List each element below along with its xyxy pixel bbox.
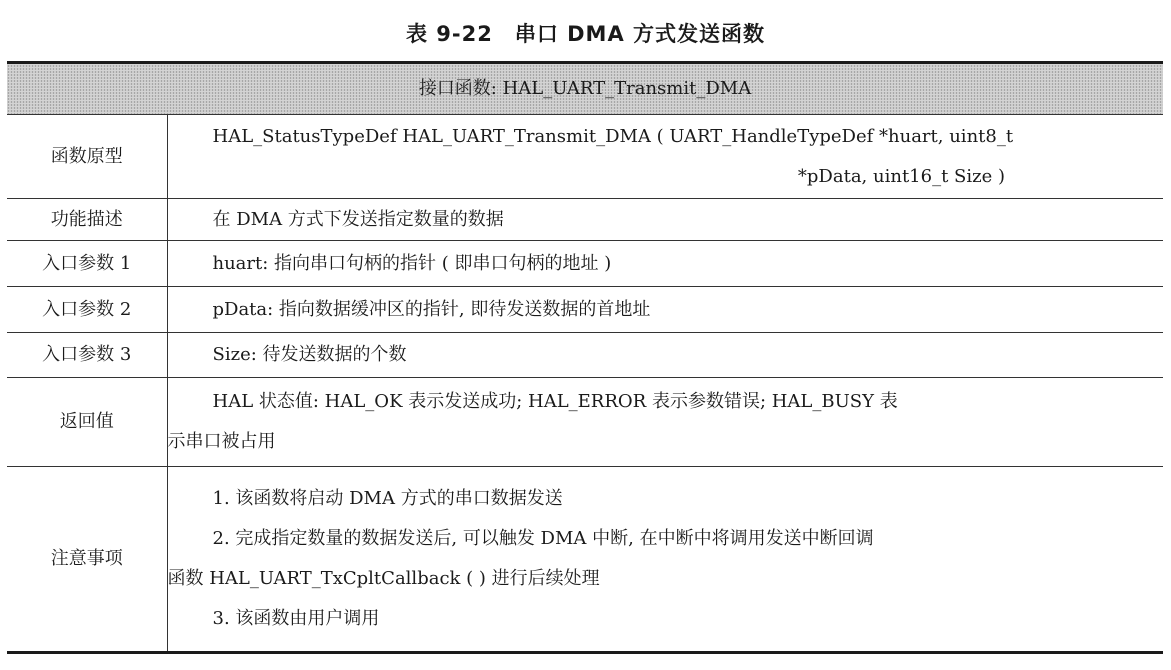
note-line-1: 1. 该函数将启动 DMA 方式的串口数据发送 [212,488,563,509]
note-line-4: 3. 该函数由用户调用 [212,608,380,629]
return-line-2: 示串口被占用 [167,431,276,452]
row-value [167,115,1163,199]
row-key: 入口参数 2 [7,287,167,333]
table-header-cell: 接口函数: HAL_UART_Transmit_DMA [7,63,1163,115]
row-key: 功能描述 [7,199,167,241]
table-row-notes [7,467,1163,653]
row-value: pData: 指向数据缓冲区的指针, 即待发送数据的首地址 [167,287,1163,333]
row-key: 入口参数 1 [7,241,167,287]
table-row-param-2 [7,287,1163,333]
table-row-prototype [7,115,1163,199]
return-line-1: HAL 状态值: HAL_OK 表示发送成功; HAL_ERROR 表示参数错误; HAL_BUSY 表 [212,391,898,412]
table-header-row [7,63,1163,115]
table-row-description [7,199,1163,241]
row-value: 在 DMA 方式下发送指定数量的数据 [167,199,1163,241]
api-table [7,61,1163,654]
row-value [167,467,1163,653]
row-value [167,378,1163,467]
table-row-return [7,378,1163,467]
row-value: Size: 待发送数据的个数 [167,333,1163,378]
table-caption: 表 9-22 串口 DMA 方式发送函数 [405,22,766,46]
row-key: 函数原型 [7,115,167,199]
prototype-line-2: *pData, uint16_t Size ) [797,165,1006,187]
row-key: 返回值 [7,378,167,467]
note-line-3: 函数 HAL_UART_TxCpltCallback ( ) 进行后续处理 [167,568,600,589]
row-key: 注意事项 [7,467,167,653]
table-row-param-1 [7,241,1163,287]
note-line-2: 2. 完成指定数量的数据发送后, 可以触发 DMA 中断, 在中断中将调用发送中断回调 [212,528,874,549]
prototype-line-1: HAL_StatusTypeDef HAL_UART_Transmit_DMA ( UART_HandleTypeDef *huart, uint8_t [212,125,1014,147]
row-key: 入口参数 3 [7,333,167,378]
row-value: huart: 指向串口句柄的指针 ( 即串口句柄的地址 ) [167,241,1163,287]
table-row-param-3 [7,333,1163,378]
